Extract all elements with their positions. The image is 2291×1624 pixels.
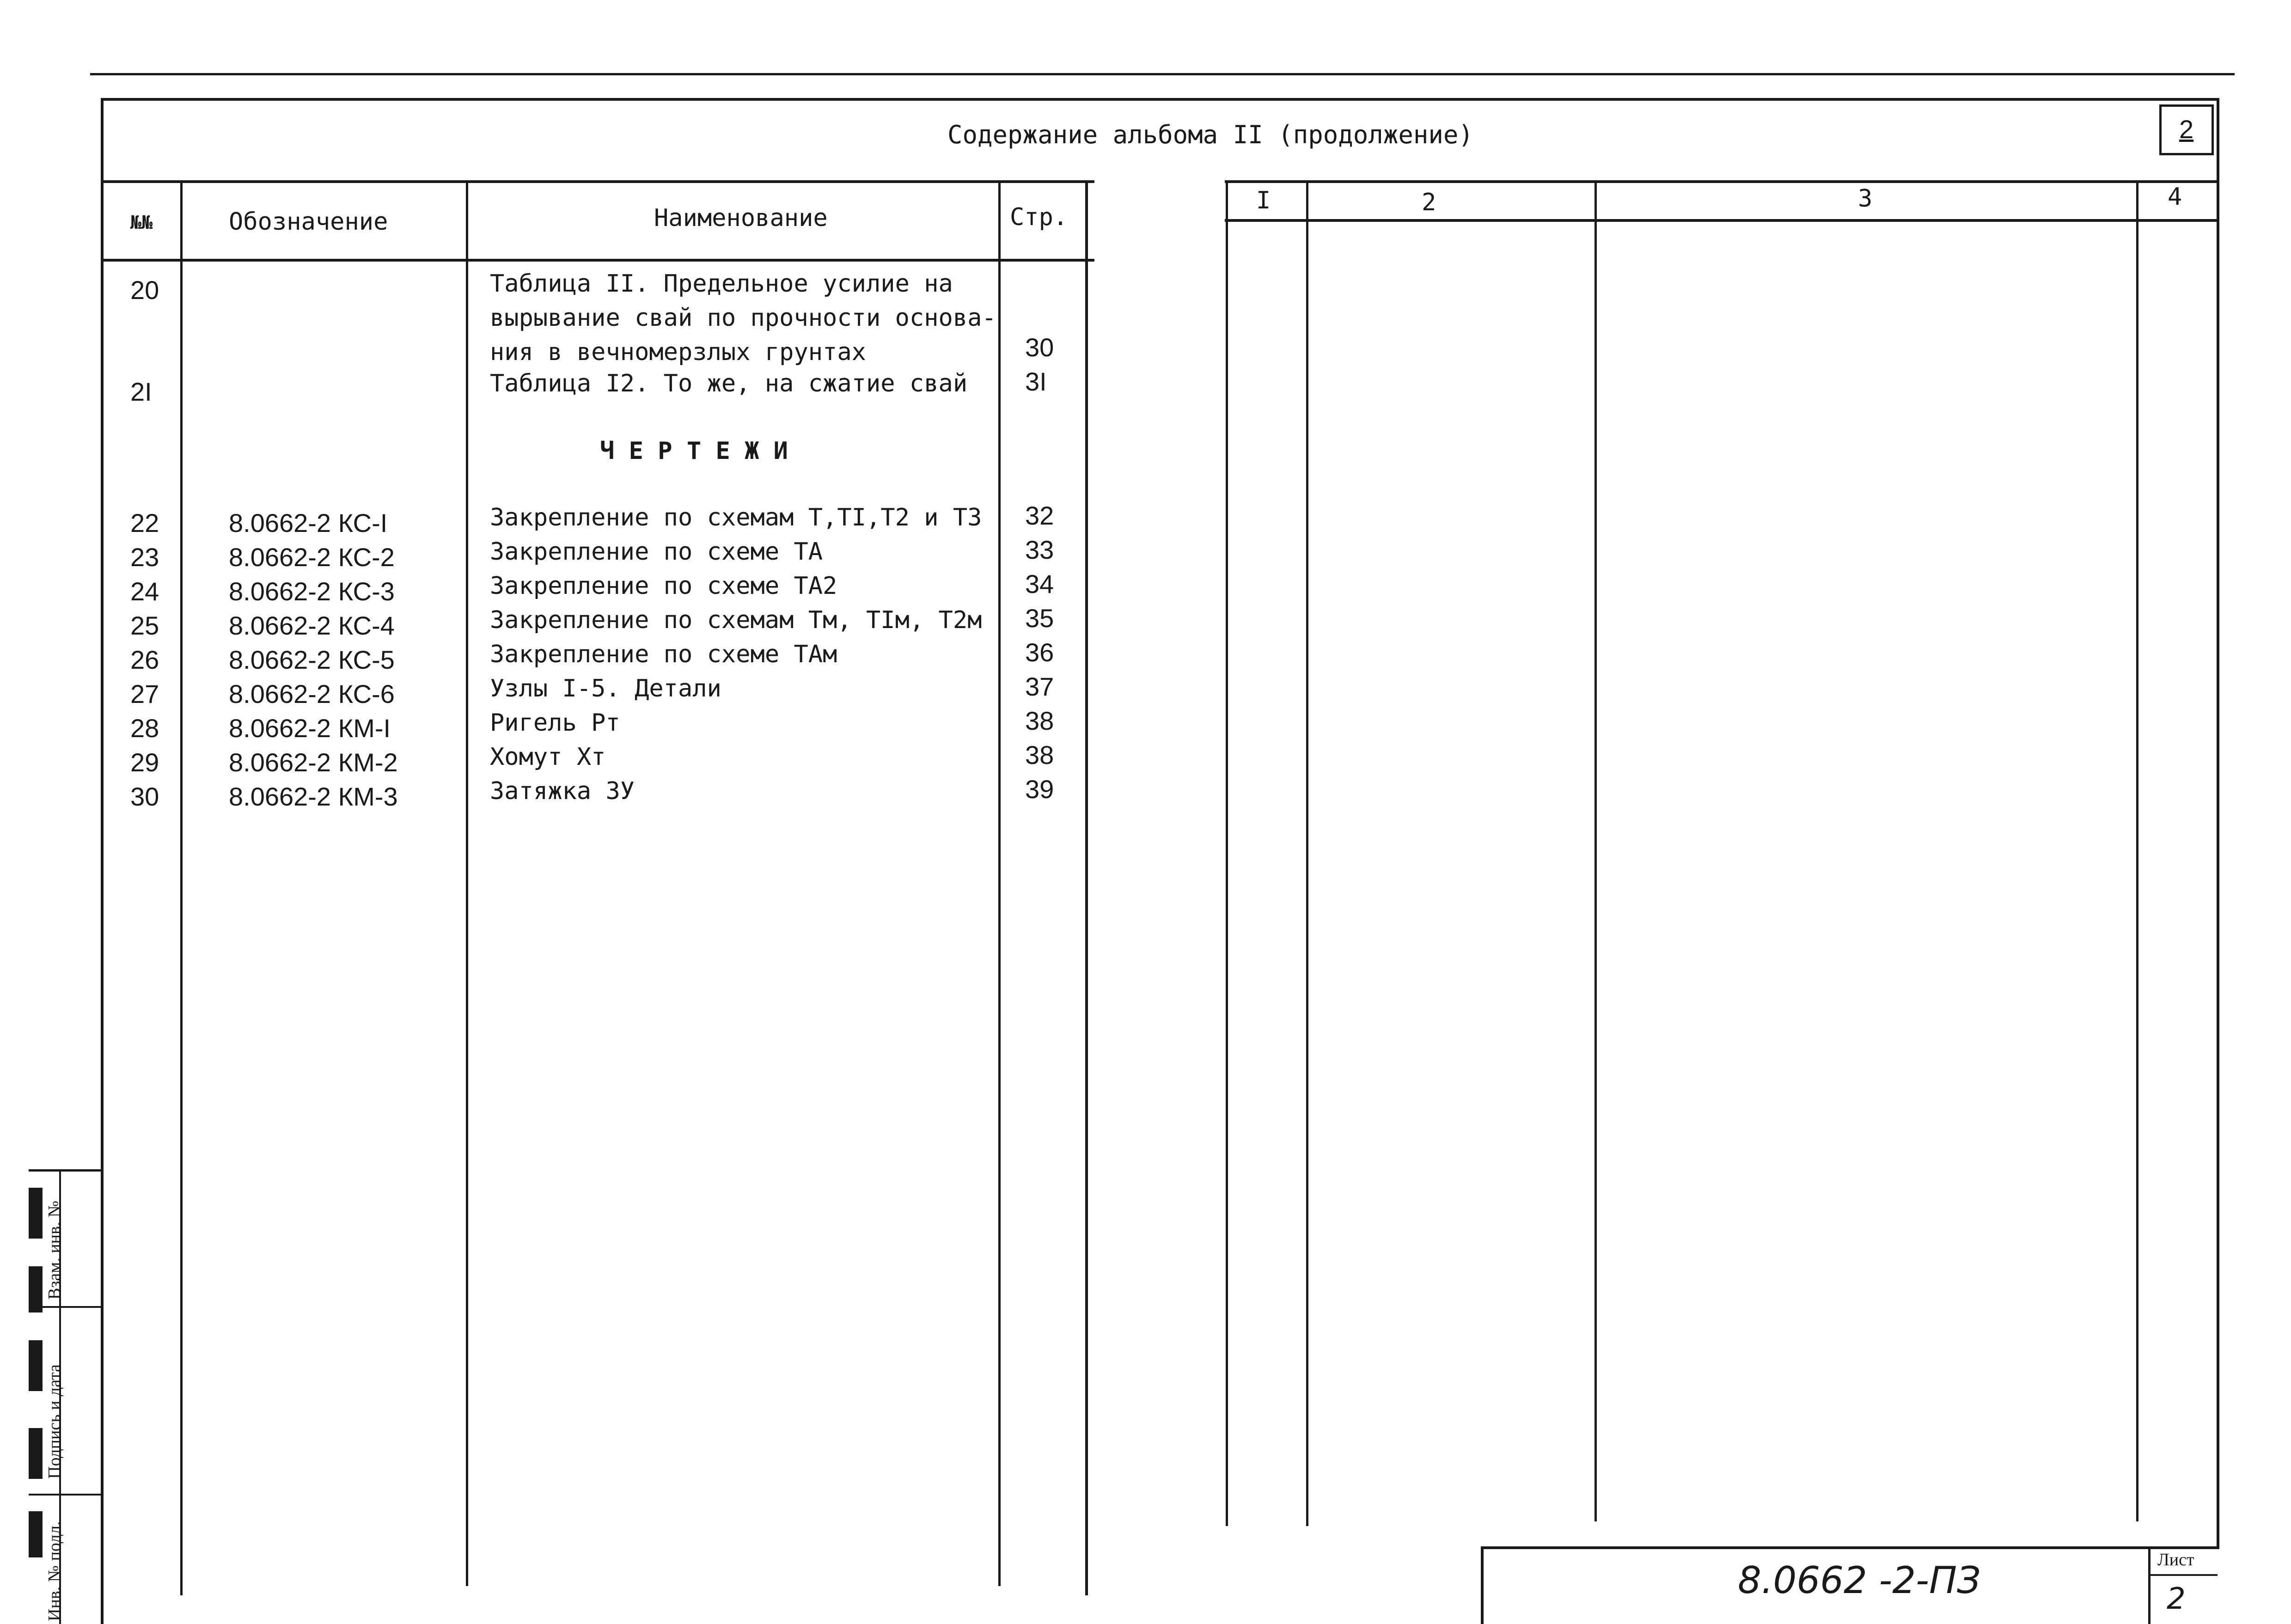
row-page: 38	[1025, 740, 1054, 769]
row-designation: 8.0662-2 КС-4	[229, 611, 395, 640]
left-table-top-line	[101, 180, 1094, 183]
row-designation: 8.0662-2 КМ-3	[229, 782, 398, 811]
title-block-sheet-sep	[2148, 1546, 2150, 1624]
side-stamp-top	[29, 1169, 103, 1172]
sheet-label: Лист	[2157, 1550, 2194, 1569]
row-designation: 8.0662-2 КС-6	[229, 679, 395, 708]
left-col-sep-3	[998, 181, 1001, 1586]
right-table-top-line	[1225, 180, 2219, 183]
row-page: 36	[1025, 638, 1054, 667]
side-stamp-label-replace: Взам. инв. №	[45, 1200, 64, 1300]
frame-left	[101, 98, 104, 1624]
row-name-line: Таблица II. Предельное усилие на	[490, 270, 953, 298]
right-col-sep-1	[1306, 181, 1308, 1526]
row-num: 28	[130, 714, 159, 743]
title-block-sheet-label-line	[2148, 1574, 2218, 1576]
right-header-col-4: 4	[2168, 183, 2182, 211]
left-col-sep-2	[466, 181, 468, 1586]
right-header-col-2: 2	[1422, 189, 1436, 216]
row-num: 25	[130, 611, 159, 640]
row-page: 39	[1025, 775, 1054, 804]
row-page: 30	[1025, 333, 1054, 362]
header-page: Стр.	[1010, 203, 1068, 231]
row-name-line: Закрепление по схемам Тм, ТIм, Т2м	[490, 606, 982, 634]
side-stamp-marker	[29, 1266, 43, 1313]
row-designation: 8.0662-2 КС-2	[229, 543, 395, 572]
row-num: 26	[130, 645, 159, 674]
title-block-top	[1481, 1546, 2219, 1549]
row-name-line: Таблица I2. То же, на сжатие свай	[490, 370, 968, 397]
row-num: 2I	[130, 377, 152, 406]
row-page: 32	[1025, 501, 1054, 530]
row-designation: 8.0662-2 КС-5	[229, 645, 395, 674]
row-name-line: ния в вечномерзлых грунтах	[490, 338, 866, 366]
row-name-line: вырывание свай по прочности основа-	[490, 304, 996, 332]
row-name-line: Закрепление по схеме ТА2	[490, 572, 837, 600]
side-stamp-label-sign: Подпись и дата	[45, 1364, 64, 1479]
section-heading: Ч Е Р Т Е Ж И	[600, 437, 788, 465]
right-table-right	[2217, 181, 2219, 1549]
header-num: №№	[130, 212, 153, 233]
row-num: 29	[130, 748, 159, 777]
document-cipher: 8.0662 -2-ПЗ	[1738, 1559, 1981, 1602]
row-num: 27	[130, 679, 159, 708]
row-name-line: Ригель Рт	[490, 709, 620, 737]
row-name-line: Закрепление по схеме ТА	[490, 538, 823, 566]
left-table-right	[1085, 181, 1088, 1595]
right-header-col-1: I	[1256, 187, 1271, 214]
side-stamp-marker	[29, 1188, 43, 1239]
row-page: 38	[1025, 706, 1054, 735]
right-col-sep-2	[1595, 181, 1597, 1521]
page-title: Содержание альбома II (продолжение)	[947, 120, 1473, 149]
row-num: 22	[130, 508, 159, 537]
row-designation: 8.0662-2 КС-3	[229, 577, 395, 606]
row-name-line: Хомут Хт	[490, 743, 606, 771]
row-page: 37	[1025, 672, 1054, 701]
top-rule	[90, 73, 2235, 75]
row-name-line: Затяжка ЗУ	[490, 777, 635, 805]
row-designation: 8.0662-2 КС-I	[229, 508, 388, 537]
row-designation: 8.0662-2 КМ-2	[229, 748, 398, 777]
side-stamp-marker	[29, 1511, 43, 1557]
row-name-line: Закрепление по схеме ТАм	[490, 641, 837, 668]
right-table-header-bottom	[1225, 219, 2219, 222]
side-stamp-sep-2	[29, 1494, 103, 1496]
row-page: 3I	[1025, 367, 1047, 396]
title-block-left	[1481, 1546, 1484, 1624]
side-stamp-marker	[29, 1340, 43, 1391]
row-num: 23	[130, 543, 159, 572]
frame-top	[101, 98, 2219, 101]
right-col-sep-0	[1226, 181, 1228, 1526]
top-page-number: 2	[2179, 115, 2194, 144]
header-designation: Обозначение	[229, 208, 388, 236]
left-col-sep-1	[180, 181, 183, 1595]
header-name: Наименование	[654, 204, 828, 232]
row-name-line: Узлы I-5. Детали	[490, 675, 721, 702]
row-page: 35	[1025, 604, 1054, 633]
row-name-line: Закрепление по схемам Т,ТI,Т2 и Т3	[490, 504, 982, 531]
row-num: 20	[130, 275, 159, 305]
left-table-header-bottom	[101, 259, 1094, 262]
side-stamp-label-inv: Инв. № подл.	[45, 1521, 64, 1621]
frame-right-header	[2217, 98, 2219, 181]
row-page: 34	[1025, 569, 1054, 598]
right-col-sep-3	[2136, 181, 2138, 1521]
side-stamp-marker	[29, 1428, 43, 1479]
right-header-col-3: 3	[1858, 185, 1873, 213]
row-page: 33	[1025, 535, 1054, 564]
sheet-number: 2	[2167, 1582, 2186, 1616]
row-num: 30	[130, 782, 159, 811]
row-designation: 8.0662-2 КМ-I	[229, 714, 391, 743]
row-num: 24	[130, 577, 159, 606]
